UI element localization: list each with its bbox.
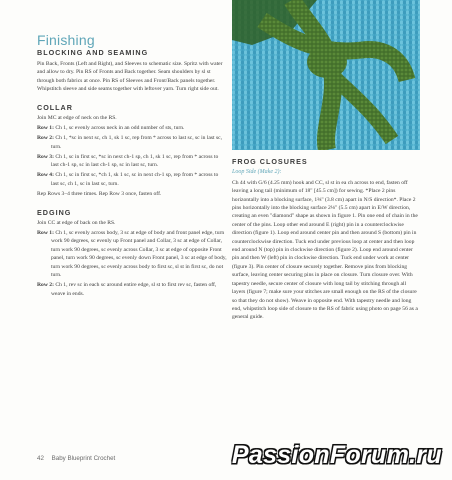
collar-row: Row 3: Ch 1, sc in first sc, *sc in next ch-1 sp, ch 1, sk 1 sc, rep from * across to last ch-1 sp, sc in last ch-1 sp, sc in last sc, turn.	[37, 153, 219, 169]
edging-heading: EDGING	[37, 207, 72, 217]
right-column	[232, 158, 420, 323]
page-footer	[37, 455, 115, 462]
frog-heading: FROG CLOSURES	[232, 157, 308, 166]
left-column	[37, 32, 227, 300]
blocking-text: Pin Back, Fronts (Left and Right), and Sleeves to schematic size. Spritz with water and allow to dry. Pin RS of Fronts and Back together. Seam shoulders by sl st through both fabrics at once. Pin RS of Sleeves and Front/Back panels together. Whipstitch sleeve and side seams together with leftover yarn. Turn right side out.	[37, 60, 223, 93]
watermark: PassionForum.ru	[231, 441, 442, 469]
collar-row: Row 4: Ch 1, sc in first sc, *ch 1, sk 1 sc, sc in next ch-1 sp, rep from * across to last sc, ch 1, sc in last sc, turn.	[37, 172, 219, 187]
crochet-photo-icon	[232, 0, 420, 150]
collar-intro: Join MC at edge of neck on the RS.	[37, 115, 117, 122]
collar-repeat: Rep Rows 3–4 three times. Rep Row 3 once, fasten off.	[37, 190, 162, 197]
edging-intro: Join CC at edge of back on the RS.	[37, 220, 116, 227]
page-number: 42	[37, 455, 44, 462]
collar-row: Row 2: Ch 1, *sc in next sc, ch 1, sk 1 sc, rep from * across to last sc, sc in last sc, turn.	[37, 135, 223, 150]
frog-subheading: Loop Side (Make 2):	[232, 169, 282, 176]
crochet-frog-closure-photo	[232, 0, 420, 150]
collar-heading: COLLAR	[37, 103, 73, 113]
edging-row: Row 2: Ch 1, rev sc in each sc around entire edge, sl st to first rev sc, fasten off, weave in ends.	[37, 282, 217, 297]
book-title: Baby Blueprint Crochet	[51, 455, 116, 462]
frog-text: Ch 44 with G/6 (4.25 mm) hook and CC, sl st in ea ch across to end, fasten off leaving a long tail (minimum of 18" [45.5 cm]) for sewing. *Place 2 pins horizontally into a blocking surface, 1⅜" (3.8 cm) apart in N/S direction*. Place 2 pins horizontally into the blocking surface 2⅛" (5.5 cm) apart in E/W direction, creating an even "diamond" shape as shown in figure 1. Pin one end of chain in the center of the pins. Loop other end around E (right) pin in a counterclockwise direction (figure 1). Loop end around center pin and then around S (bottom) pin in counterclockwise direction. Tuck end under previous loop at center and then loop end around N (top) pin in clockwise direction (figure 2). Loop end around center pin and then W (left) pin in clockwise direction. Tuck end under work at center (figure 3). Pin center of closure securely together. Remove pins from blocking surface, leaving center securing pins in place on closure. Turn closure over. With tapestry needle, secure center of closure with long tail by stitching through all layers (figure 7; make sure your stitches are small enough on the RS of the closure so that they do not show). Weave in opposite end. With tapestry needle and long end, whipstitch loop side of closure to the RS of fabric using photo on page 56 as a general guide.	[232, 179, 418, 321]
collar-row: Row 1: Ch 1, sc evenly across neck in an odd number of sts, turn.	[37, 125, 185, 132]
section-title: Finishing	[37, 32, 95, 48]
blocking-heading: BLOCKING AND SEAMING	[37, 48, 149, 58]
edging-row: Row 1: Ch 1, sc evenly across body, 3 sc at edge of body and front panel edge, turn work 90 degrees, sc evenly up Front panel and Collar, 3 sc at edge of Collar, turn work 90 degrees, sc evenly across Collar, 3 sc at edge of opposite Front panel, turn work 90 degrees, sc evenly down Front panel, 3 sc at edge of body, turn work 90 degrees, sc evenly across body to first sc, sl st in first sc, do not turn.	[37, 230, 227, 279]
